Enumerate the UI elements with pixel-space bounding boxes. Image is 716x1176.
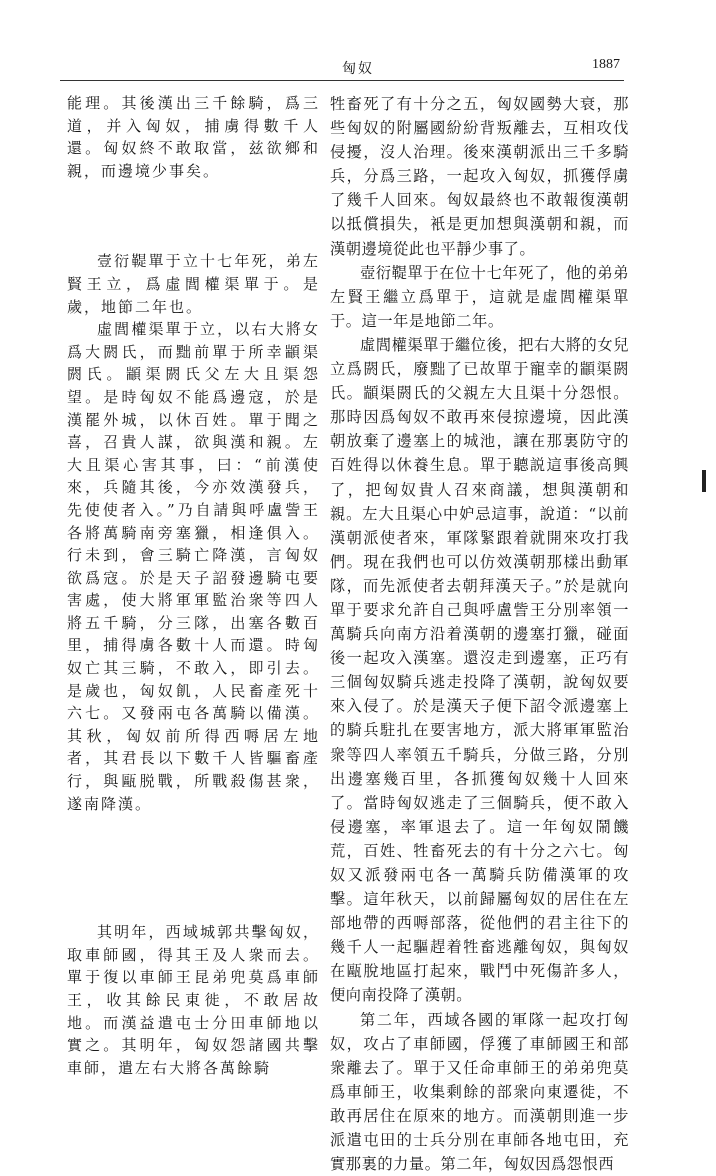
- paragraph-gap: [67, 182, 320, 250]
- classical-paragraph: 能理。其後漢出三千餘騎，爲三道，并入匈奴，捕虜得數千人還。匈奴終不敢取當，兹欲鄉和親，而邊境少事矣。: [67, 94, 320, 180]
- classical-paragraph: 其明年，西域城郭共擊匈奴，取車師國，得其王及人衆而去。單于復以車師王昆弟兜莫爲車師王，收其餘民東徙，不敢居故地。而漢益遣屯士分田車師地以實之。其明年，匈奴怨諸國共擊車師，遣左右大將各萬餘騎: [67, 923, 320, 1077]
- header-rule: [60, 80, 624, 81]
- page-header-title: 匈奴: [342, 61, 374, 77]
- scan-mark: [702, 470, 706, 492]
- paragraph-gap: [67, 815, 320, 921]
- classical-paragraph: 虛閭權渠單于立，以右大將女爲大閼氏，而黜前單于所幸顓渠閼氏。顓渠閼氏父左大且渠怨望。是時匈奴不能爲邊寇，於是漢罷外城，以休百姓。單于聞之喜，召貴人謀，欲與漢和親。左大且渠心害其事，曰：“前漢使來，兵隨其後，今亦效漢發兵，先使使者入。”乃自請與呼盧訾王各將萬騎南旁塞獵，相逢俱入。行未到，會三騎亡降漢，言匈奴欲爲寇。於是天子詔發邊騎屯要害處，使大將軍軍監治衆等四人將五千騎，分三隊，出塞各數百里，捕得虜各數十人而還。時匈奴亡其三騎，不敢入，即引去。是歲也，匈奴飢，人民畜產死十六七。又發兩屯各萬騎以備漢。其秋，匈奴前所得西嗕居左地者，其君長以下數千人皆驅畜產行，與甌脱戰，所戰殺傷甚衆，遂南降漢。: [67, 320, 320, 813]
- page-number: 1887: [592, 57, 620, 72]
- classical-paragraph: 壹衍鞮單于立十七年死，弟左賢王立，爲虛閭權渠單于。是歲，地節二年也。: [67, 252, 320, 316]
- translation-text-column: [330, 92, 629, 1174]
- translation-paragraph: 牲畜死了有十分之五，匈奴國勢大衰，那些匈奴的附屬國紛紛背叛離去，互相攻伐侵擾，沒人治理。後來漢朝派出三千多騎兵，分爲三路，一起攻入匈奴，抓獲俘虜了幾千人回來。匈奴最終也不敢報復漢朝以抵償損失，衹是更加想與漢朝和親，而漢朝邊境從此也平靜少事了。: [330, 95, 629, 258]
- translation-paragraph: 第二年，西域各國的軍隊一起攻打匈奴，攻占了車師國，俘獲了車師國王和部衆離去了。單于又任命車師王的弟弟兜莫爲車師王，收集剩餘的部衆向東遷徙，不敢再居住在原來的地方。而漢朝則進一步派遣屯田的士兵分別在車師各地屯田，充實那裏的力量。第二年，匈奴因爲怨恨西: [330, 1010, 629, 1174]
- translation-paragraph: 虛閭權渠單于繼位後，把右大將的女兒立爲閼氏，廢黜了已故單于寵幸的顓渠閼氏。顓渠閼氏的父親左大且渠十分怨恨。那時因爲匈奴不敢再來侵掠邊境，因此漢朝放棄了邊塞上的城池，讓在那裏防守的百姓得以休養生息。單于聽説這事後高興了，把匈奴貴人召來商議，想與漢朝和親。左大且渠心中妒忌這事，說道：“以前漢朝派使者來，軍隊緊跟着就開來攻打我們。現在我們也可以仿效漢朝那樣出動軍隊，而先派使者去朝拜漢天子。”於是就向單于要求允許自己與呼盧訾王分別率領一萬騎兵向南方沿着漢朝的邊塞打獵，碰面後一起攻入漢塞。還沒走到邊塞，正巧有三個匈奴騎兵逃走投降了漢朝，說匈奴要來入侵了。於是漢天子便下詔令派邊塞上的騎兵駐扎在要害地方，派大將軍軍監治衆等四人率領五千騎兵，分做三路，分別出邊塞幾百里，各抓獲匈奴幾十人回來了。當時匈奴逃走了三個騎兵，便不敢入侵邊塞，率軍退去了。這一年匈奴鬧饑荒，百姓、牲畜死去的有十分之六七。匈奴又派發兩屯各一萬騎兵防備漢軍的攻擊。這年秋天，以前歸屬匈奴的居住在左部地帶的西嗕部落，從他們的君主往下的幾千人一起驅趕着牲畜逃離匈奴，與匈奴在甌脫地區打起來，戰鬥中死傷許多人，便向南投降了漢朝。: [330, 335, 629, 1005]
- classical-text-column: [67, 92, 320, 1077]
- translation-paragraph: 壺衍鞮單于在位十七年死了，他的弟弟左賢王繼立爲單于，這就是虛閭權渠單于。這一年是地節二年。: [330, 263, 629, 330]
